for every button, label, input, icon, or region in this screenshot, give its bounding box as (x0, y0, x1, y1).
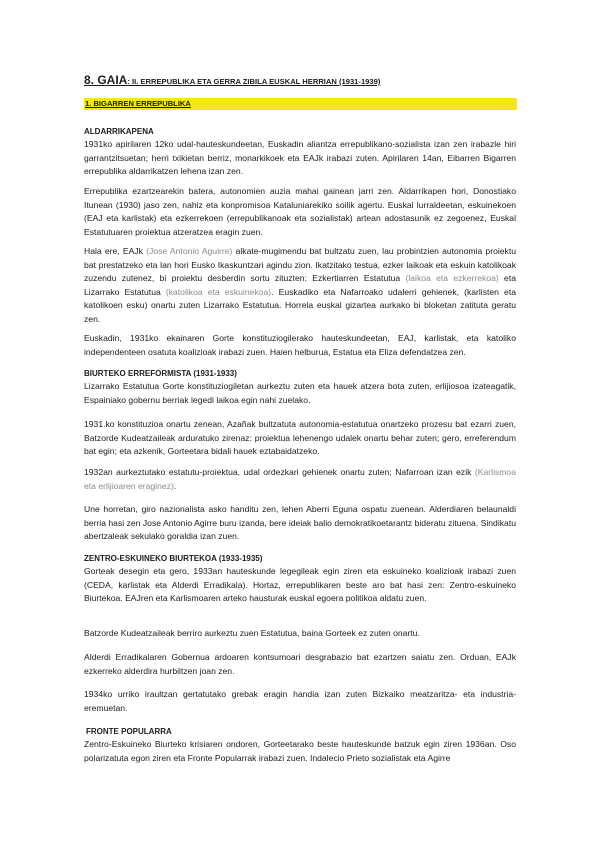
paragraph: Batzorde Kudeatzaileak berriro aurkeztu zuen Estatutua, baina Gorteek ez zuten onartu. (84, 628, 420, 638)
paragraph: 1934ko urriko iraultzan gertatutako grebak eragin handia izan zuten Bizkaiko meatzaritza- eta industria-eremuetan. (84, 689, 516, 713)
paragraph: Alderdi Erradikalaren Gobernua ardoaren kontsumoari desgrabazio bat ezartzen saiatu zen. Orduan, EAJk ezkerreko alderdira hurbiltzen joan zen. (84, 652, 516, 676)
paragraph (84, 245, 516, 327)
text-run: alkate-mugimendu bat bultzatu zuen, lau probintzien autonomia proiektu bat prestatzeko eta lan hori Eusko Ikaskuntzari agindu zion. Ikatzitako testua, ezker laikoak eta eskuin katolikoak zuzendu zutenez, bi proiektu desberdin sortu zituzten: Ezkertiarren Estatutua (84, 246, 517, 284)
section-heading-highlighted: 1. BIGARREN ERREPUBLIKA (84, 98, 517, 110)
paragraph (84, 466, 516, 493)
subheading-zentro-eskuineko: ZENTRO-ESKUINEKO BIURTEKOA (1933-1935) (84, 554, 263, 563)
paragraph-block (84, 651, 516, 678)
aldarrikapena-section (84, 125, 516, 179)
page-title (84, 73, 380, 89)
paragraph-block (84, 688, 516, 715)
subheading-fronte-popularra: FRONTE POPULARRA (86, 727, 172, 736)
text-run: 1932an aurkeztutako estatutu-proiektua, udal ordezkari gehienek onartu zuten; Nafarroan izan ezik (84, 467, 475, 477)
paragraph-block (84, 185, 516, 239)
paragraph-block (84, 503, 516, 544)
gray-note: (Karlismoa eta erlijioaren eraginez) (84, 467, 516, 491)
paragraph-block (84, 466, 516, 493)
paragraph: Euskadin, 1931ko ekainaren Gorte konstituziogilerako hauteskundeetan, EAJ, karlistak, eta katoliko independenteen osatuta koalizioak irabazi zuen. Haien helburua, Estatua eta Eliza defendatzea zen. (84, 333, 516, 357)
paragraph-block (84, 418, 516, 459)
paragraph: Une horretan, giro nazionalista asko handitu zen, lehen Aberri Eguna ospatu zuenean. Alderdiaren belaunaldi berria hasi zen Jose Antonio Agirre buru izanda, bere ideiak balio demokratikoetarantz bideratu zituena. Sindikatu abertzaleak sekulako goraldia izan zuen. (84, 504, 516, 542)
paragraph: Lizarrako Estatutua Gorte konstituziogiletan aurkeztu zuten eta hauek atzera bota zuten, erlijiosoa izateagatik, Espainiako gobernu berriak legedi laikoa egin nahi zuelako. (84, 381, 516, 405)
subheading-aldarrikapena: ALDARRIKAPENA (84, 127, 154, 136)
paragraph-block (84, 245, 516, 327)
paragraph: Zentro-Eskuineko Biurteko krisiaren ondoren, Gorteetarako beste hauteskunde batzuk egin ziren 1936an. Oso polarizatuta egon ziren eta Fronte Popularrak irabazi zuen. Indalecio Prieto sozialistak eta Agirre (84, 739, 516, 763)
gray-note: (laikoa eta ezkerrekoa) (405, 273, 499, 284)
subheading-biurteko-erreformista: BIURTEKO ERREFORMISTA (1931-1933) (84, 369, 237, 378)
chapter-number: 8. GAIA (84, 73, 128, 87)
fronte-popularra-section (84, 725, 516, 765)
text-run: Hala ere, EAJk (84, 246, 147, 256)
paragraph: 1931ko apirilaren 12ko udal-hauteskundeetan, Euskadin aliantza errepublikano-sozialista izan zen irabazle hiri garrantzitsuetan; herri txikietan berriz, monarkikoek eta EAJk irabazi zuten. Apirilaren 14an, Eibarren Bigarren errepublika aldarrikatzen lehena izan zen. (84, 139, 516, 177)
paragraph: Errepublika ezartzearekin batera, autonomien auzia mahai gainean jarri zen. Aldarrikapen hori, Donostiako Itunean (1930) jaso zen, nahiz eta konpromisoa Kataluniarekiko soilik agertu. Euskal lurraldeetan, eskuinekoen (EAJ eta karlistak) eta ezkerrekoen (errepublikanoak eta sozialistak) artean adostasunik ez zegoenez, Euskal Estatutuaren proiektua atzeratzea eragin zuen. (84, 186, 516, 237)
gray-note: (katolikoa eta eskuinekoa) (165, 286, 272, 297)
paragraph-block (84, 627, 516, 641)
chapter-title: : II. ERREPUBLIKA ETA GERRA ZIBILA EUSKAL HERRIAN (1931-1939) (127, 77, 381, 86)
text-run: . Euskadiko eta Nafarroako udalerri gehienek, (karlisten eta katolikoen esku) onartu zuten Lizarrako Estatutua. Horrela euskal gizartea aurkako bi bloketan zatituta geratu zen. (84, 286, 516, 324)
zentro-eskuineko-section (84, 552, 516, 606)
text-run: . (173, 480, 177, 491)
paragraph-block (84, 332, 516, 359)
paragraph: Gorteak desegin eta gero, 1933an hauteskunde legegileak egin ziren eta eskuineko koalizioak irabazi zuen (CEDA, karlistak eta Alderdi Erradikala). Hortaz, errepublikaren beste aro bat hasi zen: Zentro-eskuineko Biurtekoa. EAJren eta Karlismoaren arteko hausturak euskal egoera politikoa aldatu zuen. (84, 566, 516, 604)
text-run: eta Lizarrako Estatutua (84, 273, 516, 297)
paragraph: 1931.ko konstituzioa onartu zenean, Azañak bultzatuta autonomia-estatutua onartzeko prozesu bat ezarri zuen, Batzorde Kudeatzaileak arduratuko zirenaz: proiektua lehenengo udalek onartu behar zuten; gero, erreferendum bat egin; eta azkenik, Gorteetara bidali hauek eztabaidatzeko. (84, 419, 516, 457)
gray-note: (Jose Antonio Aguirre) (146, 246, 233, 256)
biurteko-erreformista-section (84, 367, 516, 407)
